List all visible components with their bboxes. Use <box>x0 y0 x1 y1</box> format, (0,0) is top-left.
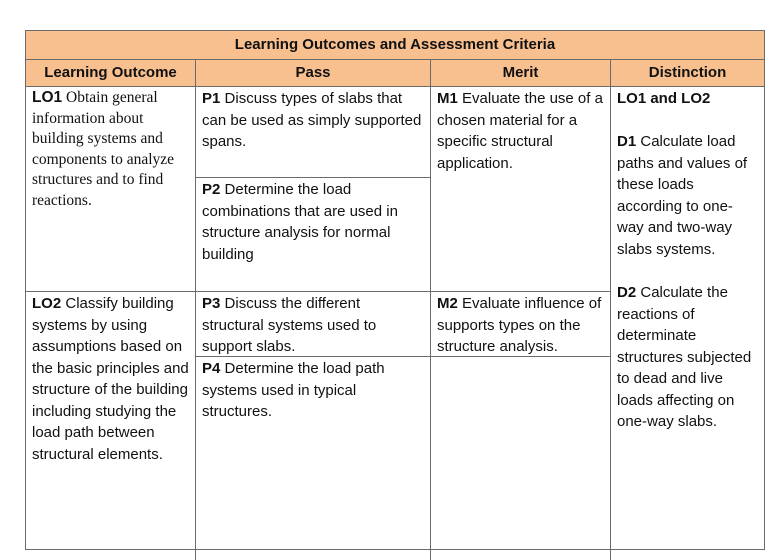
p3-text: Discuss the different structural systems used to support slabs. <box>202 295 377 355</box>
d2-cell <box>611 282 764 433</box>
m1-cell <box>431 88 610 174</box>
d2-text: Calculate the reactions of determinate structures subjected to dead and live loads affecting on one-way slabs. <box>617 284 752 430</box>
p2-code: P2 <box>202 181 221 198</box>
p1-code: P1 <box>202 90 221 107</box>
table-title: Learning Outcomes and Assessment Criteria <box>26 31 764 59</box>
m2-text: Evaluate influence of supports types on the structure analysis. <box>437 295 602 355</box>
distinction-cell <box>611 88 764 260</box>
m2-code: M2 <box>437 295 458 312</box>
lo2-code: LO2 <box>32 295 62 312</box>
p3-code: P3 <box>202 295 221 312</box>
lo2-text: Classify building systems by using assumptions based on the basic principles and structure of the building including studying the load path between structural elements. <box>32 295 189 463</box>
header-merit: Merit <box>431 60 610 86</box>
assessment-table <box>25 30 765 550</box>
p1-text: Discuss types of slabs that can be used as simply supported spans. <box>202 90 422 150</box>
lo1-code: LO1 <box>32 89 63 106</box>
header-pass: Pass <box>196 60 430 86</box>
d2-code: D2 <box>617 284 637 301</box>
d1-criterion <box>617 131 758 260</box>
m1-text: Evaluate the use of a chosen material for a specific structural application. <box>437 90 603 172</box>
distinction-heading: LO1 and LO2 <box>617 90 711 107</box>
p4-code: P4 <box>202 360 221 377</box>
d1-code: D1 <box>617 133 637 150</box>
d1-text: Calculate load paths and values of these loads according to one-way and two-way slabs systems. <box>617 133 748 258</box>
lo1-cell <box>26 88 195 211</box>
p1-cell <box>196 88 430 153</box>
p4-text: Determine the load path systems used in typical structures. <box>202 360 385 420</box>
p2-text: Determine the load combinations that are used in structure analysis for normal building <box>202 181 398 263</box>
m2-cell <box>431 293 610 358</box>
lo1-text: Obtain general information about building systems and components to analyze structures and to find reactions. <box>32 89 175 209</box>
lo2-cell <box>26 293 195 465</box>
p2-cell <box>196 179 430 265</box>
p3-cell <box>196 293 430 358</box>
p4-cell <box>196 358 430 423</box>
m1-code: M1 <box>437 90 458 107</box>
header-distinction: Distinction <box>611 60 764 86</box>
header-learning-outcome: Learning Outcome <box>26 60 195 86</box>
